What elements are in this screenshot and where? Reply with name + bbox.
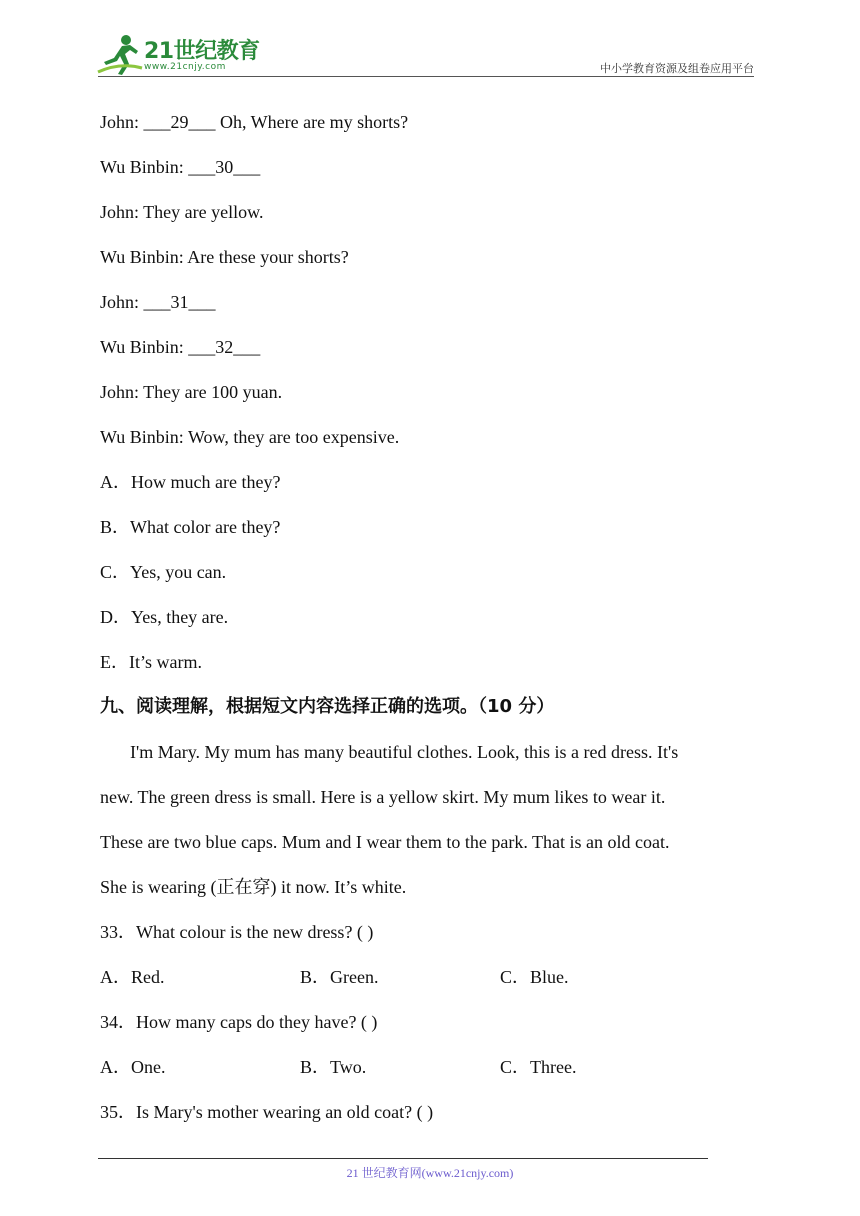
- page-header: [0, 0, 860, 90]
- logo-text: 21世纪教育: [144, 39, 260, 64]
- passage-line: She is wearing (正在穿) it now. It’s white.: [100, 877, 407, 897]
- question-text: 33．What colour is the new dress? ( ): [100, 922, 374, 942]
- answer-option: B．Green.: [300, 967, 379, 987]
- dialogue-line: Wu Binbin: ___30___: [100, 157, 261, 177]
- footer-divider: [98, 1158, 708, 1159]
- answer-option: A．One.: [100, 1057, 166, 1077]
- dialogue-line: John: They are yellow.: [100, 202, 264, 222]
- question-text: 34．How many caps do they have? ( ): [100, 1012, 378, 1032]
- logo-url: www.21cnjy.com: [144, 62, 226, 72]
- section-heading: 九、阅读理解，根据短文内容选择正确的选项。（10 分）: [100, 696, 555, 717]
- answer-option: B．Two.: [300, 1057, 367, 1077]
- choice-item: C．Yes, you can.: [100, 562, 227, 582]
- dialogue-line: Wu Binbin: Are these your shorts?: [100, 247, 349, 267]
- passage-line: new. The green dress is small. Here is a yellow skirt. My mum likes to wear it.: [100, 787, 666, 807]
- choice-item: E．It’s warm.: [100, 652, 202, 672]
- passage-line: I'm Mary. My mum has many beautiful clothes. Look, this is a red dress. It's: [130, 742, 679, 762]
- dialogue-line: Wu Binbin: Wow, they are too expensive.: [100, 427, 400, 447]
- answer-option: C．Three.: [500, 1057, 577, 1077]
- dialogue-line: John: ___29___ Oh, Where are my shorts?: [100, 112, 409, 132]
- dialogue-line: Wu Binbin: ___32___: [100, 337, 261, 357]
- choice-item: B．What color are they?: [100, 517, 281, 537]
- question-text: 35．Is Mary's mother wearing an old coat? ( ): [100, 1102, 434, 1122]
- choice-item: A．How much are they?: [100, 472, 281, 492]
- dialogue-line: John: They are 100 yuan.: [100, 382, 283, 402]
- answer-option: A．Red.: [100, 967, 165, 987]
- answer-option: C．Blue.: [500, 967, 569, 987]
- header-divider: [98, 76, 754, 77]
- runner-logo-icon: [96, 32, 144, 78]
- platform-slogan: 中小学教育资源及组卷应用平台: [600, 62, 754, 75]
- passage-line: These are two blue caps. Mum and I wear them to the park. That is an old coat.: [100, 832, 670, 852]
- choice-item: D．Yes, they are.: [100, 607, 229, 627]
- site-logo[interactable]: [96, 32, 266, 80]
- footer-link[interactable]: 21 世纪教育网(www.21cnjy.com): [346, 1166, 514, 1180]
- dialogue-line: John: ___31___: [100, 292, 216, 312]
